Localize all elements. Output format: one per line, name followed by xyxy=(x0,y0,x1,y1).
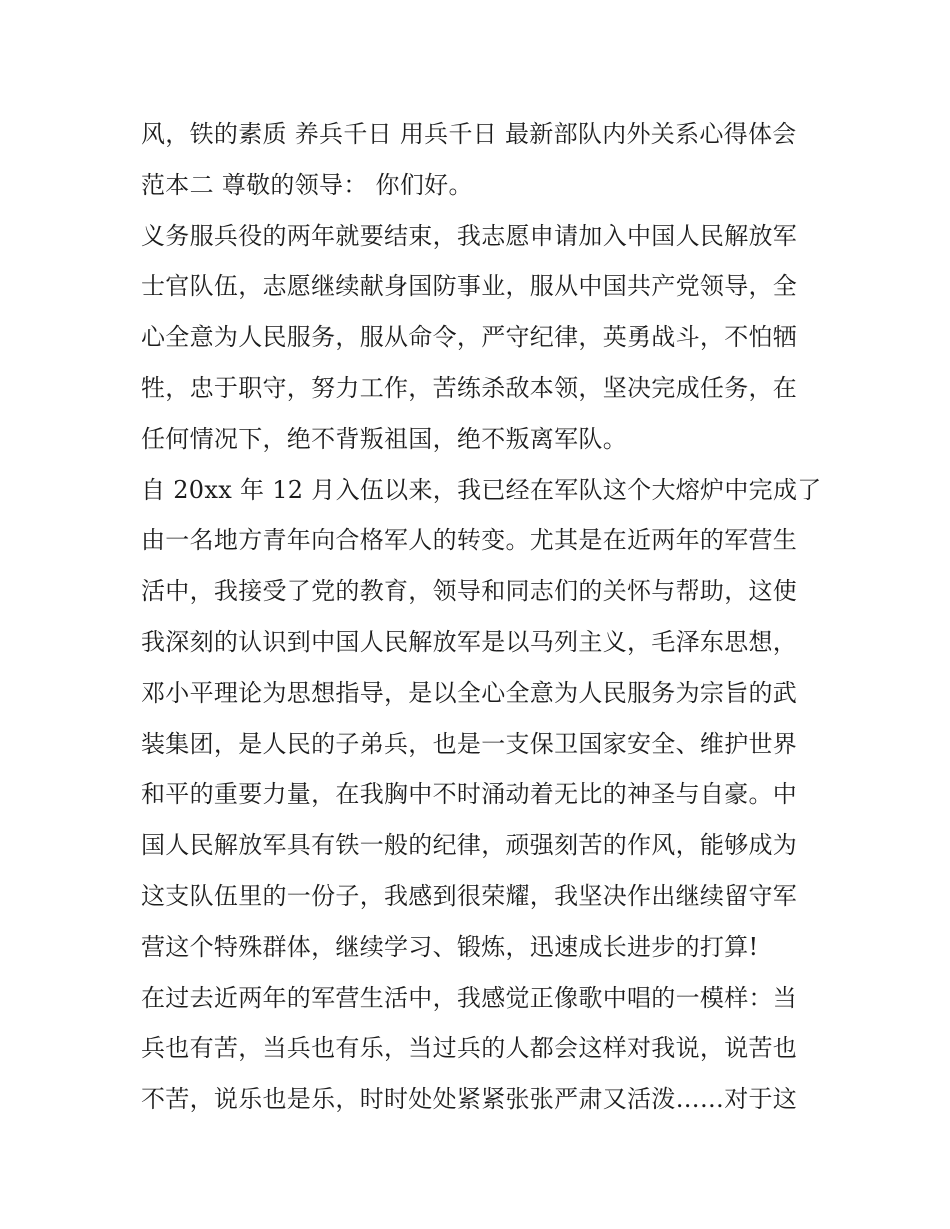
text-line-18: 在过去近两年的军营生活中，我感觉正像歌中唱的一模样：当 xyxy=(141,983,798,1012)
text-line-11: 我深刻的认识到中国人民解放军是以马列主义，毛泽东思想， xyxy=(141,627,798,656)
text-line-5: 心全意为人民服务，服从命令，严守纪律，英勇战斗，不怕牺 xyxy=(141,323,798,352)
text-line-16: 这支队伍里的一份子，我感到很荣耀，我坚决作出继续留守军 xyxy=(141,881,798,910)
text-line-9: 由一名地方青年向合格军人的转变。尤其是在近两年的军营生 xyxy=(141,526,798,555)
text-line-17: 营这个特殊群体，继续学习、锻炼，迅速成长进步的打算! xyxy=(141,932,759,961)
text-line-6: 牲，忠于职守，努力工作，苦练杀敌本领，坚决完成任务，在 xyxy=(141,373,798,402)
text-line-2: 范本二 尊敬的领导： 你们好。 xyxy=(141,170,473,199)
text-line-20: 不苦，说乐也是乐，时时处处紧紧张张严肃又活泼……对于这 xyxy=(141,1085,798,1114)
text-line-7: 任何情况下，绝不背叛祖国，绝不叛离军队。 xyxy=(141,424,627,453)
text-line-10: 活中，我接受了党的教育，领导和同志们的关怀与帮助，这使 xyxy=(141,577,798,606)
body-text xyxy=(141,109,821,1125)
text-line-15: 国人民解放军具有铁一般的纪律，顽强刻苦的作风，能够成为 xyxy=(141,831,798,860)
text-line-1: 风，铁的素质 养兵千日 用兵千日 最新部队内外关系心得体会 xyxy=(141,120,797,148)
text-line-19: 兵也有苦，当兵也有乐，当过兵的人都会这样对我说，说苦也 xyxy=(141,1034,798,1063)
text-line-13: 装集团，是人民的子弟兵，也是一支保卫国家安全、维护世界 xyxy=(141,729,798,758)
text-line-14: 和平的重要力量，在我胸中不时涌动着无比的神圣与自豪。中 xyxy=(141,780,798,809)
text-line-4: 士官队伍，志愿继续献身国防事业，服从中国共产党领导，全 xyxy=(141,272,798,301)
text-line-8: 自 20xx 年 12 月入伍以来，我已经在军队这个大熔炉中完成了 xyxy=(141,475,822,504)
text-line-12: 邓小平理论为思想指导，是以全心全意为人民服务为宗旨的武 xyxy=(141,678,798,707)
text-line-3: 义务服兵役的两年就要结束，我志愿申请加入中国人民解放军 xyxy=(141,221,798,250)
